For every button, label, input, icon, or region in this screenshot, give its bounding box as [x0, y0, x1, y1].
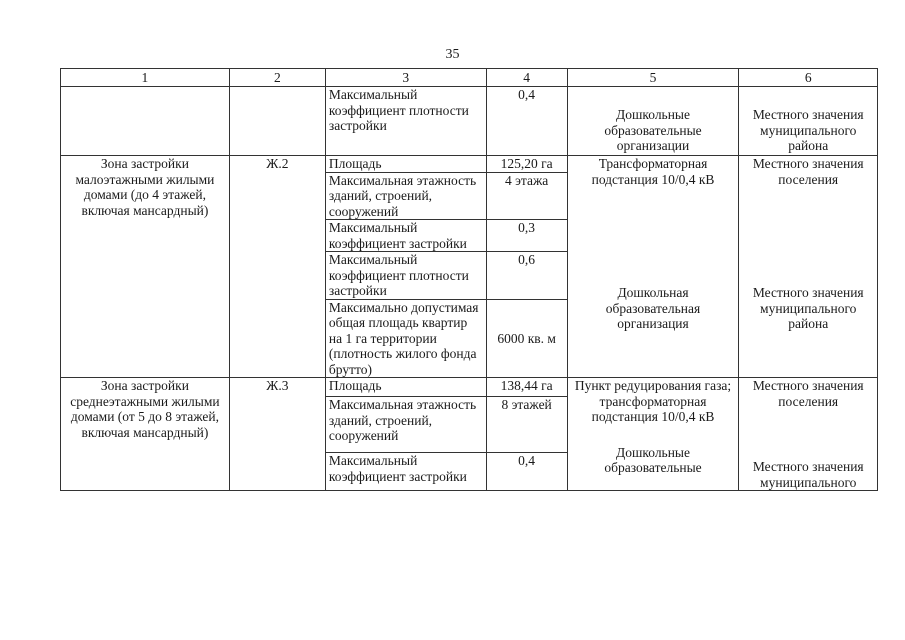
significance-cell [739, 87, 878, 156]
table-row [61, 378, 878, 397]
param-label: Максимальный коэффициент плотности застройки [325, 87, 486, 156]
param-label: Максимальный коэффициент застройки [325, 220, 486, 252]
significance-label: Местного значения муниципального района [752, 107, 864, 153]
object-label: Трансформаторная подстанция 10/0,4 кВ [591, 156, 715, 187]
param-value: 138,44 га [486, 378, 567, 397]
param-value: 0,4 [486, 453, 567, 491]
object-cell [567, 156, 739, 378]
object-cell [567, 378, 739, 491]
column-header-6: 6 [739, 69, 878, 87]
param-label: Максимальная этажность зданий, строений, сооружений [325, 397, 486, 453]
significance-label: Местного значения муниципального района [752, 285, 864, 331]
page-number: 35 [445, 47, 460, 62]
zone-name-cell: Зона застройки малоэтажными жилыми домами (до 4 этажей, включая мансардный) [61, 156, 230, 378]
significance-label: Местного значения муниципального [752, 459, 864, 490]
significance-cell [739, 156, 878, 378]
param-value: 0,3 [486, 220, 567, 252]
header-row [61, 69, 878, 87]
zoning-table [60, 68, 878, 491]
param-label: Максимальная этажность зданий, строений, сооружений [325, 172, 486, 220]
object-cell [567, 87, 739, 156]
column-header-1: 1 [61, 69, 230, 87]
zone-name-cell [61, 87, 230, 156]
column-header-3: 3 [325, 69, 486, 87]
object-label: Дошкольные образовательные [604, 444, 702, 475]
table-row [61, 156, 878, 173]
object-label: Дошкольная образовательная организация [605, 285, 701, 331]
param-label: Площадь [325, 156, 486, 173]
param-value: 0,4 [486, 87, 567, 156]
param-label: Площадь [325, 378, 486, 397]
param-label: Максимальный коэффициент застройки [325, 453, 486, 491]
column-header-2: 2 [229, 69, 325, 87]
param-value: 6000 кв. м [486, 299, 567, 378]
param-value: 0,6 [486, 252, 567, 300]
object-label: Пункт редуцирования газа; трансформаторная подстанция 10/0,4 кВ [574, 378, 732, 424]
zone-name-cell: Зона застройки среднеэтажными жилыми домами (от 5 до 8 этажей, включая мансардный) [61, 378, 230, 491]
zone-code-cell: Ж.3 [229, 378, 325, 491]
param-value: 4 этажа [486, 172, 567, 220]
significance-cell [739, 378, 878, 491]
object-label: Дошкольные образовательные организации [604, 107, 702, 153]
significance-label: Местного значения поселения [752, 156, 864, 187]
param-value: 8 этажей [486, 397, 567, 453]
param-label: Максимально допустимая общая площадь квартир на 1 га территории (плотность жилого фонда брутто) [325, 299, 486, 378]
table-row [61, 87, 878, 156]
significance-label: Местного значения поселения [752, 378, 864, 409]
zone-code-cell: Ж.2 [229, 156, 325, 378]
zone-code-cell [229, 87, 325, 156]
column-header-5: 5 [567, 69, 739, 87]
column-header-4: 4 [486, 69, 567, 87]
param-label: Максимальный коэффициент плотности застройки [325, 252, 486, 300]
param-value: 125,20 га [486, 156, 567, 173]
